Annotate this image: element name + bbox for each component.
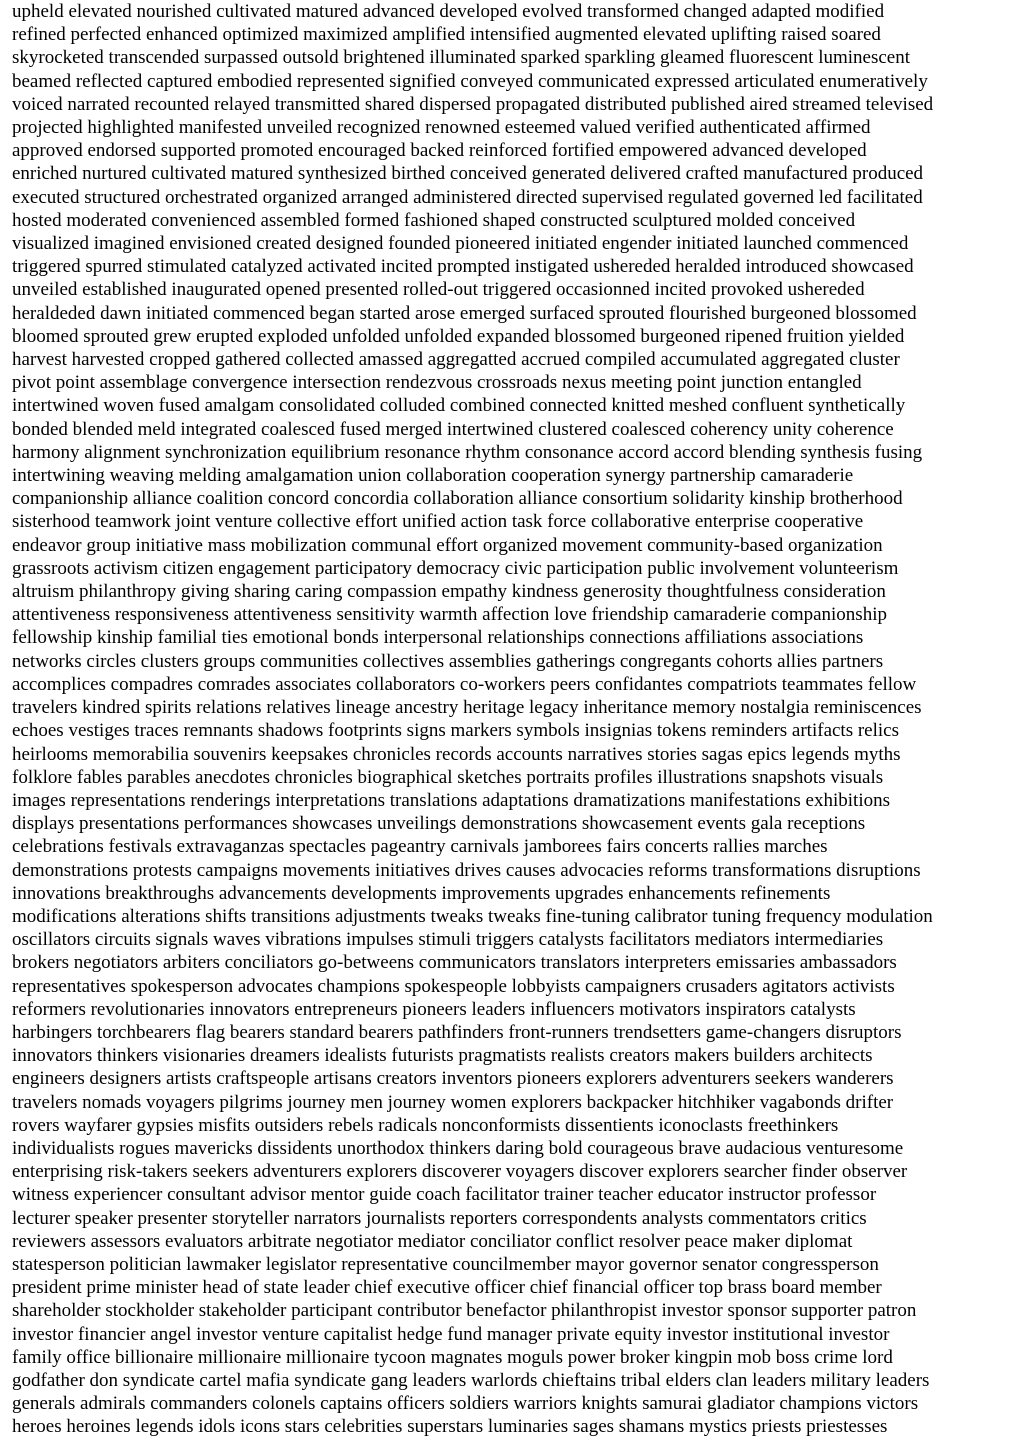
text-line: triggered spurred stimulated catalyzed activated incited prompted instigated ushereded heralded introduced showcased [12,256,914,278]
text-line: innovations breakthroughs advancements developments improvements upgrades enhancements refinements [12,882,831,904]
text-line: family office billionaire millionaire millionaire tycoon magnates moguls power broker kingpin mob boss crime lord [12,1346,893,1368]
text-line: harbingers torchbearers flag bearers standard bearers pathfinders front-runners trendsetters game-changers disruptors [12,1021,902,1043]
text-line: accomplices compadres comrades associates collaborators co-workers peers confidantes compatriots teammates fellow [12,673,917,695]
text-line: sisterhood teamwork joint venture collective effort unified action task force collaborative enterprise cooperative [12,511,864,533]
text-line: harmony alignment synchronization equilibrium resonance rhythm consonance accord accord blending synthesis fusing [12,441,923,463]
text-line: bonded blended meld integrated coalesced fused merged intertwined clustered coalesced coherency unity coherence [12,418,894,440]
text-line: intertwining weaving melding amalgamation union collaboration cooperation synergy partnership camaraderie [12,465,854,487]
text-line: beamed reflected captured embodied represented signified conveyed communicated expressed articulated enumeratively [12,70,928,92]
text-line: reformers revolutionaries innovators entrepreneurs pioneers leaders influencers motivators inspirators catalysts [12,998,856,1020]
text-line: individualists rogues mavericks dissidents unorthodox thinkers daring bold courageous brave audacious venturesome [12,1137,904,1159]
text-line: reviewers assessors evaluators arbitrate negotiator mediator conciliator conflict resolver peace maker diplomat [12,1230,853,1252]
text-line: voiced narrated recounted relayed transmitted shared dispersed propagated distributed published aired streamed televised [12,93,934,115]
text-line: displays presentations performances showcases unveilings demonstrations showcasement events gala receptions [12,813,866,835]
text-line: representatives spokesperson advocates champions spokespeople lobbyists campaigners crusaders agitators activists [12,975,895,997]
text-line: fellowship kinship familial ties emotional bonds interpersonal relationships connections affiliations associations [12,627,864,649]
text-line: demonstrations protests campaigns movements initiatives drives causes advocacies reforms transformations disruptions [12,859,921,881]
text-line: investor financier angel investor venture capitalist hedge fund manager private equity investor institutional investor [12,1323,890,1345]
text-line: lecturer speaker presenter storyteller narrators journalists reporters correspondents analysts commentators critics [12,1207,867,1229]
text-line: companionship alliance coalition concord concordia collaboration alliance consortium solidarity kinship brotherhood [12,488,903,510]
text-line: heirlooms memorabilia souvenirs keepsakes chronicles records accounts narratives stories sagas epics legends myths [12,743,901,765]
text-line: heraldeded dawn initiated commenced began started arose emerged surfaced sprouted flourished burgeoned blossomed [12,302,917,324]
text-line: godfather don syndicate cartel mafia syndicate gang leaders warlords chieftains tribal elders clan leaders military leaders [12,1369,930,1391]
text-line: attentiveness responsiveness attentiveness sensitivity warmth affection love friendship camaraderie companionship [12,604,887,626]
text-line: witness experiencer consultant advisor mentor guide coach facilitator trainer teacher educator instructor professor [12,1184,877,1206]
text-line: networks circles clusters groups communities collectives assemblies gatherings congregants cohorts allies partners [12,650,884,672]
text-line: grassroots activism citizen engagement participatory democracy civic participation public involvement volunteerism [12,557,899,579]
text-line: refined perfected enhanced optimized maximized amplified intensified augmented elevated uplifting raised soared [12,24,881,46]
text-line: generals admirals commanders colonels captains officers soldiers warriors knights samurai gladiator champions victors [12,1393,919,1415]
text-line: altruism philanthropy giving sharing caring compassion empathy kindness generosity thoughtfulness consideration [12,581,886,603]
text-line: modifications alterations shifts transitions adjustments tweaks tweaks fine-tuning calibrator tuning frequency modulation [12,905,933,927]
text-line: enterprising risk-takers seekers adventurers explorers discoverer voyagers discover explorers searcher finder observer [12,1161,908,1183]
text-line: upheld elevated nourished cultivated matured advanced developed evolved transformed changed adapted modified [12,1,885,22]
text-line: endeavor group initiative mass mobilization communal effort organized movement community-based organization [12,534,883,556]
text-line: brokers negotiators arbiters conciliators go-betweens communicators translators interpreters emissaries ambassadors [12,952,897,974]
text-line: statesperson politician lawmaker legislator representative councilmember mayor governor senator congressperson [12,1253,879,1275]
text-line: echoes vestiges traces remnants shadows footprints signs markers symbols insignias tokens reminders artifacts relics [12,720,899,742]
text-line: images representations renderings interpretations translations adaptations dramatizations manifestations exhibitions [12,789,890,811]
text-line: executed structured orchestrated organized arranged administered directed supervised regulated governed led facilitated [12,186,923,208]
text-line: enriched nurtured cultivated matured synthesized birthed conceived generated delivered crafted manufactured produced [12,163,924,185]
text-line: engineers designers artists craftspeople artisans creators inventors pioneers explorers adventurers seekers wanderers [12,1068,894,1090]
text-line: visualized imagined envisioned created designed founded pioneered initiated engender initiated launched commenced [12,233,909,255]
text-line: president prime minister head of state leader chief executive officer chief financial officer top brass board member [12,1277,882,1299]
text-line: heroes heroines legends idols icons stars celebrities superstars luminaries sages shamans mystics priests priestesses [12,1416,888,1438]
text-line: travelers kindred spirits relations relatives lineage ancestry heritage legacy inheritance memory nostalgia reminiscences [12,697,922,719]
text-line: skyrocketed transcended surpassed outsold brightened illuminated sparked sparkling gleamed fluorescent luminescent [12,47,911,69]
text-line: unveiled established inaugurated opened presented rolled-out triggered occasionned incited provoked ushereded [12,279,865,301]
text-line: bloomed sprouted grew erupted exploded unfolded unfolded expanded blossomed burgeoned ripened fruition yielded [12,325,905,347]
text-line: celebrations festivals extravaganzas spectacles pageantry carnivals jamborees fairs concerts rallies marches [12,836,828,858]
text-line: approved endorsed supported promoted encouraged backed reinforced fortified empowered advanced developed [12,140,867,162]
text-line: pivot point assemblage convergence intersection rendezvous crossroads nexus meeting point junction entangled [12,372,862,394]
text-line: folklore fables parables anecdotes chronicles biographical sketches portraits profiles illustrations snapshots visuals [12,766,884,788]
text-line: travelers nomads voyagers pilgrims journey men journey women explorers backpacker hitchhiker vagabonds drifter [12,1091,894,1113]
text-line: intertwined woven fused amalgam consolidated colluded combined connected knitted meshed confluent synthetically [12,395,906,417]
text-line: harvest harvested cropped gathered collected amassed aggregatted accrued compiled accumulated aggregated cluster [12,349,900,371]
text-line: innovators thinkers visionaries dreamers idealists futurists pragmatists realists creators makers builders architects [12,1045,873,1067]
text-line: oscillators circuits signals waves vibrations impulses stimuli triggers catalysts facilitators mediators intermediaries [12,929,884,951]
text-line: hosted moderated convenienced assembled formed fashioned shaped constructed sculptured molded conceived [12,209,856,231]
text-line: shareholder stockholder stakeholder participant contributor benefactor philanthropist investor sponsor supporter patron [12,1300,917,1322]
text-line: projected highlighted manifested unveiled recognized renowned esteemed valued verified authenticated affirmed [12,117,871,139]
text-line: rovers wayfarer gypsies misfits outsiders rebels radicals nonconformists dissentients iconoclasts freethinkers [12,1114,839,1136]
